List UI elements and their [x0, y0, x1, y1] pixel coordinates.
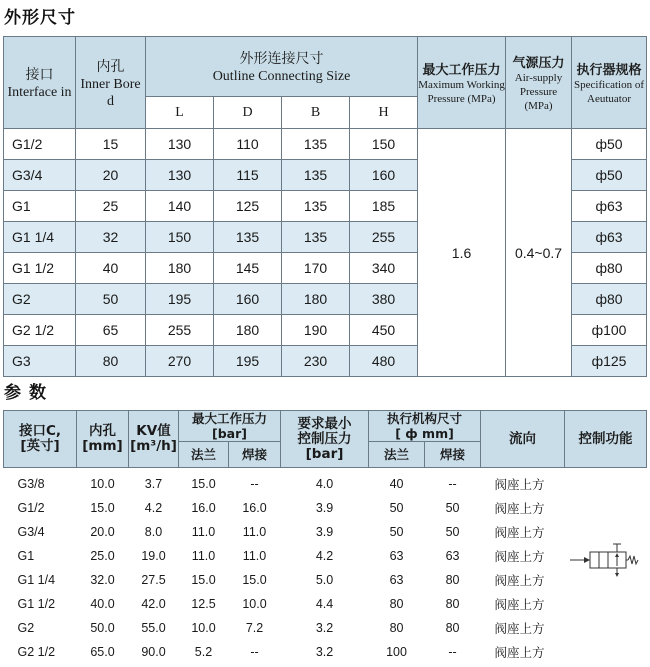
parameters-table	[3, 410, 647, 663]
cell-actuator-flange: 40	[389, 476, 404, 491]
cell-min-pressure: 3.9	[315, 524, 334, 539]
cell-H: 340	[350, 253, 418, 284]
table-row	[4, 568, 647, 592]
cell-D: 145	[214, 253, 282, 284]
cell-B: 230	[282, 346, 350, 377]
cell-min-pressure: 3.2	[315, 644, 334, 659]
cell-pressure-weld: 11.0	[242, 524, 267, 539]
header-D: D	[214, 97, 282, 129]
cell-bore: 20.0	[90, 524, 115, 539]
table-row	[4, 520, 647, 544]
cell-actuator-weld: 80	[445, 596, 460, 611]
cell-kv: 55.0	[141, 620, 166, 635]
header-actuator-weld: 焊接	[425, 442, 481, 468]
header-max-pressure: 最大工作压力 [bar]	[179, 411, 281, 442]
cell-min-pressure: 4.2	[315, 548, 334, 563]
header-flow: 流向	[481, 411, 565, 468]
cell-bore: 80	[76, 346, 146, 377]
cell-B: 135	[282, 191, 350, 222]
cell-B: 135	[282, 129, 350, 160]
cell-actuator-weld: --	[448, 644, 457, 659]
cell-interface: G1	[4, 191, 76, 222]
cell-actuator-flange: 63	[389, 572, 404, 587]
cell-L: 140	[146, 191, 214, 222]
cell-H: 480	[350, 346, 418, 377]
cell-interface: G3/8	[17, 476, 45, 491]
cell-flow: 阀座上方	[494, 644, 545, 660]
cell-D: 195	[214, 346, 282, 377]
header-interface-c: 接口C, [英寸]	[4, 411, 77, 468]
cell-max-pressure: 1.6	[418, 129, 506, 377]
header-H: H	[350, 97, 418, 129]
cell-actuator-flange: 63	[389, 548, 404, 563]
cell-actuator: ф80	[572, 253, 647, 284]
cell-actuator-flange: 50	[389, 500, 404, 515]
header-control-function: 控制功能	[565, 411, 647, 468]
cell-actuator-flange: 80	[389, 620, 404, 635]
header-kv: KV值 [m³/h]	[129, 411, 179, 468]
cell-L: 270	[146, 346, 214, 377]
cell-bore: 40.0	[90, 596, 115, 611]
cell-pressure-weld: 16.0	[242, 500, 267, 515]
cell-D: 125	[214, 191, 282, 222]
dimensions-table	[3, 36, 647, 377]
cell-kv: 8.0	[144, 524, 163, 539]
cell-interface: G3	[4, 346, 76, 377]
cell-B: 190	[282, 315, 350, 346]
cell-bore: 25.0	[90, 548, 115, 563]
cell-kv: 27.5	[141, 572, 166, 587]
cell-H: 255	[350, 222, 418, 253]
cell-actuator: ф63	[572, 222, 647, 253]
cell-D: 180	[214, 315, 282, 346]
cell-bore: 50	[76, 284, 146, 315]
cell-pressure-flange: 16.0	[191, 500, 216, 515]
cell-bore: 32	[76, 222, 146, 253]
header-outline-size: 外形连接尺寸 Outline Connecting Size	[146, 37, 418, 97]
header-interface: 接口 Interface in	[4, 37, 76, 129]
cell-bore: 25	[76, 191, 146, 222]
section-title-dimensions: 外形尺寸	[4, 8, 76, 28]
cell-flow: 阀座上方	[494, 524, 545, 540]
cell-flow: 阀座上方	[494, 620, 545, 636]
cell-pressure-flange: 12.5	[191, 596, 216, 611]
cell-kv: 4.2	[144, 500, 163, 515]
cell-interface: G2	[4, 284, 76, 315]
cell-L: 130	[146, 160, 214, 191]
cell-D: 135	[214, 222, 282, 253]
cell-pressure-flange: 11.0	[191, 548, 216, 563]
header-pressure-weld: 焊接	[229, 442, 281, 468]
cell-B: 170	[282, 253, 350, 284]
cell-pressure-flange: 5.2	[194, 644, 213, 659]
cell-D: 160	[214, 284, 282, 315]
cell-L: 180	[146, 253, 214, 284]
cell-interface: G1 1/2	[4, 253, 76, 284]
cell-pressure-flange: 10.0	[191, 620, 216, 635]
header-L: L	[146, 97, 214, 129]
cell-actuator-weld: --	[448, 476, 457, 491]
cell-pressure-flange: 11.0	[191, 524, 216, 539]
table-row	[4, 592, 647, 616]
table-row	[4, 496, 647, 520]
cell-interface: G2 1/2	[17, 644, 56, 659]
cell-bore: 20	[76, 160, 146, 191]
cell-min-pressure: 3.2	[315, 620, 334, 635]
cell-pressure-weld: 7.2	[245, 620, 264, 635]
cell-actuator: ф80	[572, 284, 647, 315]
cell-D: 115	[214, 160, 282, 191]
cell-L: 130	[146, 129, 214, 160]
cell-actuator: ф63	[572, 191, 647, 222]
cell-actuator-flange: 80	[389, 596, 404, 611]
cell-flow: 阀座上方	[494, 548, 545, 564]
table-row	[4, 616, 647, 640]
header-B: B	[282, 97, 350, 129]
cell-actuator-weld: 80	[445, 572, 460, 587]
header-actuator-flange: 法兰	[369, 442, 425, 468]
cell-actuator-weld: 50	[445, 524, 460, 539]
cell-kv: 3.7	[144, 476, 163, 491]
cell-flow: 阀座上方	[494, 500, 545, 516]
cell-bore: 65.0	[90, 644, 115, 659]
cell-actuator: ф100	[572, 315, 647, 346]
cell-kv: 19.0	[141, 548, 166, 563]
cell-actuator-flange: 100	[386, 644, 407, 659]
cell-actuator-weld: 50	[445, 500, 460, 515]
header-pressure-flange: 法兰	[179, 442, 229, 468]
cell-H: 450	[350, 315, 418, 346]
cell-actuator-weld: 63	[445, 548, 460, 563]
cell-B: 135	[282, 160, 350, 191]
cell-flow: 阀座上方	[494, 596, 545, 612]
cell-min-pressure: 3.9	[315, 500, 334, 515]
cell-interface: G3/4	[17, 524, 45, 539]
table-row	[4, 640, 647, 664]
table-row	[4, 468, 647, 496]
cell-kv: 90.0	[141, 644, 166, 659]
cell-pressure-weld: --	[250, 476, 259, 491]
cell-air-pressure: 0.4~0.7	[506, 129, 572, 377]
cell-D: 110	[214, 129, 282, 160]
cell-actuator: ф50	[572, 160, 647, 191]
cell-min-pressure: 4.4	[315, 596, 334, 611]
cell-H: 150	[350, 129, 418, 160]
section-title-parameters: 参数	[4, 383, 54, 403]
cell-B: 180	[282, 284, 350, 315]
cell-bore: 15	[76, 129, 146, 160]
cell-bore: 40	[76, 253, 146, 284]
header-min-control-pressure: 要求最小 控制压力 [bar]	[281, 411, 369, 468]
cell-B: 135	[282, 222, 350, 253]
valve-symbol-icon	[568, 540, 640, 580]
cell-bore: 65	[76, 315, 146, 346]
header-bore: 内孔 Inner Bore d	[76, 37, 146, 129]
cell-min-pressure: 5.0	[315, 572, 334, 587]
cell-bore: 50.0	[90, 620, 115, 635]
cell-pressure-weld: 15.0	[242, 572, 267, 587]
cell-H: 160	[350, 160, 418, 191]
cell-flow: 阀座上方	[494, 572, 545, 588]
cell-pressure-weld: 11.0	[242, 548, 267, 563]
cell-interface: G3/4	[4, 160, 76, 191]
cell-bore: 32.0	[90, 572, 115, 587]
cell-interface: G1 1/2	[17, 596, 56, 611]
cell-interface: G1	[17, 548, 35, 563]
cell-pressure-flange: 15.0	[191, 572, 216, 587]
cell-kv: 42.0	[141, 596, 166, 611]
cell-L: 255	[146, 315, 214, 346]
cell-interface: G2 1/2	[4, 315, 76, 346]
cell-interface: G1 1/4	[4, 222, 76, 253]
cell-interface: G1/2	[17, 500, 45, 515]
cell-flow: 阀座上方	[494, 476, 545, 492]
cell-L: 150	[146, 222, 214, 253]
cell-H: 380	[350, 284, 418, 315]
cell-L: 195	[146, 284, 214, 315]
header-air-pressure: 气源压力 Air-supply Pressure (MPa)	[506, 37, 572, 129]
cell-interface: G1/2	[4, 129, 76, 160]
header-bore: 内孔 [mm]	[77, 411, 129, 468]
cell-min-pressure: 4.0	[315, 476, 334, 491]
table-row	[4, 544, 647, 568]
cell-interface: G2	[17, 620, 35, 635]
cell-actuator: ф125	[572, 346, 647, 377]
cell-pressure-weld: 10.0	[242, 596, 267, 611]
header-actuator-spec: 执行器规格 Specification of Aeutuator	[572, 37, 647, 129]
table-row	[4, 129, 647, 160]
cell-actuator: ф50	[572, 129, 647, 160]
cell-interface: G1 1/4	[17, 572, 56, 587]
cell-H: 185	[350, 191, 418, 222]
header-max-pressure: 最大工作压力 Maximum Working Pressure (MPa)	[418, 37, 506, 129]
cell-pressure-weld: --	[250, 644, 259, 659]
cell-bore: 10.0	[90, 476, 115, 491]
header-actuator-size: 执行机构尺寸 [ ф mm]	[369, 411, 481, 442]
cell-bore: 15.0	[90, 500, 115, 515]
cell-actuator-flange: 50	[389, 524, 404, 539]
cell-actuator-weld: 80	[445, 620, 460, 635]
cell-pressure-flange: 15.0	[191, 476, 216, 491]
